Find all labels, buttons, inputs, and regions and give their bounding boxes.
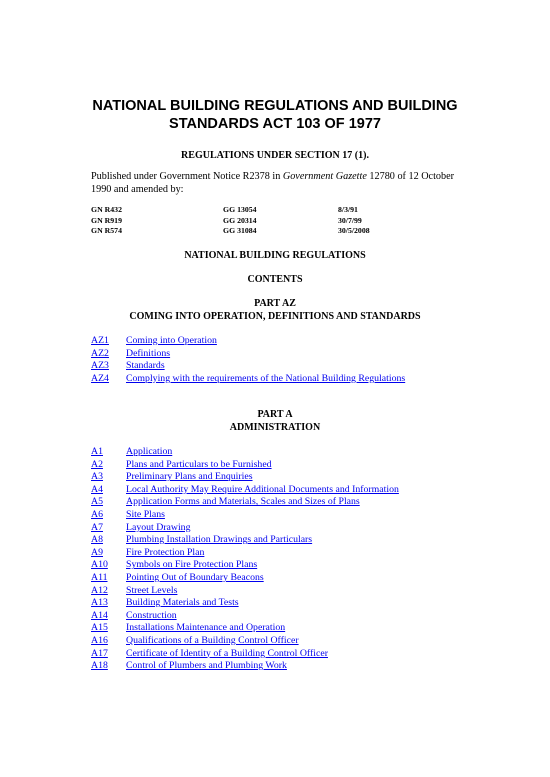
toc-item	[91, 559, 399, 572]
toc-code-link[interactable]: AZ2	[91, 347, 109, 359]
title-line-1: NATIONAL BUILDING REGULATIONS AND BUILDING	[92, 98, 458, 114]
amendment-date: 30/5/2008	[338, 226, 370, 235]
toc-item	[91, 471, 399, 484]
toc-title-link[interactable]: Fire Protection Plan	[126, 546, 205, 558]
amendment-row	[91, 205, 418, 216]
toc-code-link[interactable]: A15	[91, 622, 108, 634]
amendment-row	[91, 216, 418, 227]
amendment-gn: GN R574	[91, 226, 122, 235]
toc-code-link[interactable]: A1	[91, 446, 103, 457]
toc-item	[91, 509, 399, 522]
toc-item	[91, 496, 399, 509]
toc-title-link[interactable]: Coming into Operation	[126, 335, 217, 346]
toc-code-link[interactable]: A16	[91, 634, 108, 646]
toc-code-link[interactable]: A7	[91, 521, 103, 533]
toc-title-link[interactable]: Street Levels	[126, 584, 178, 596]
toc-item	[91, 648, 399, 661]
toc-item	[91, 547, 399, 560]
toc-title-link[interactable]: Certificate of Identity of a Building Control Officer	[126, 647, 328, 659]
toc-item	[91, 335, 405, 348]
regulations-heading: NATIONAL BUILDING REGULATIONS	[184, 250, 366, 261]
toc-code-link[interactable]: AZ3	[91, 360, 109, 372]
toc-item	[91, 660, 399, 673]
toc-code-link[interactable]: A12	[91, 584, 108, 596]
amendment-row	[91, 226, 418, 237]
toc-item	[91, 522, 399, 535]
part-az-title: COMING INTO OPERATION, DEFINITIONS AND STANDARDS	[129, 311, 421, 322]
toc-item	[91, 610, 399, 623]
toc-item	[91, 622, 399, 635]
toc-title-link[interactable]: Site Plans	[126, 508, 165, 520]
toc-title-link[interactable]: Building Materials and Tests	[126, 597, 239, 609]
part-az-label: PART AZ	[254, 298, 296, 309]
toc-item	[91, 459, 399, 472]
toc-title-link[interactable]: Installations Maintenance and Operation	[126, 622, 286, 634]
toc-code-link[interactable]: A14	[91, 609, 108, 621]
toc-code-link[interactable]: A6	[91, 508, 103, 520]
toc-code-link[interactable]: A11	[91, 571, 108, 583]
toc-code-link[interactable]: AZ1	[91, 335, 109, 346]
publication-note-post: 12780 of 12 October 1990 and amended by:	[91, 171, 455, 195]
amendment-gn: GN R432	[91, 205, 122, 214]
amendment-gn: GN R919	[91, 215, 122, 225]
toc-title-link[interactable]: Symbols on Fire Protection Plans	[126, 559, 258, 571]
publication-note-gazette: Government Gazette	[282, 171, 367, 182]
publication-note-pre: Published under Government Notice R2378 in	[91, 171, 283, 182]
toc-code-link[interactable]: A4	[91, 483, 103, 495]
toc-item	[91, 348, 405, 361]
contents-heading: CONTENTS	[247, 274, 303, 285]
title-line-2: STANDARDS ACT 103 OF 1977	[169, 116, 381, 132]
toc-item	[91, 360, 405, 373]
toc-title-link[interactable]: Local Authority May Require Additional Documents and Information	[126, 483, 399, 495]
toc-title-link[interactable]: Layout Drawing	[126, 521, 191, 533]
amendment-gg: GG 13054	[223, 205, 257, 214]
toc-item	[91, 446, 399, 459]
toc-title-link[interactable]: Application	[126, 446, 173, 457]
part-a-title: ADMINISTRATION	[229, 422, 321, 433]
part-a-toc	[91, 446, 399, 673]
toc-title-link[interactable]: Application Forms and Materials, Scales and Sizes of Plans	[126, 496, 360, 508]
toc-title-link[interactable]: Preliminary Plans and Enquiries	[126, 471, 253, 483]
amendment-date: 30/7/99	[338, 215, 362, 225]
toc-item	[91, 484, 399, 497]
toc-title-link[interactable]: Pointing Out of Boundary Beacons	[126, 571, 264, 583]
toc-title-link[interactable]: Definitions	[126, 347, 171, 359]
toc-code-link[interactable]: A13	[91, 597, 108, 609]
toc-title-link[interactable]: Complying with the requirements of the National Building Regulations	[126, 372, 406, 384]
toc-item	[91, 572, 399, 585]
toc-item	[91, 534, 399, 547]
toc-code-link[interactable]: A8	[91, 534, 103, 546]
toc-title-link[interactable]: Control of Plumbers and Plumbing Work	[126, 660, 287, 672]
toc-item	[91, 585, 399, 598]
toc-code-link[interactable]: A5	[91, 496, 103, 508]
toc-title-link[interactable]: Plumbing Installation Drawings and Particulars	[126, 534, 313, 546]
toc-item	[91, 635, 399, 648]
toc-code-link[interactable]: A18	[91, 660, 108, 672]
document-title	[60, 97, 490, 133]
part-a-label: PART A	[257, 409, 293, 420]
document-subtitle: REGULATIONS UNDER SECTION 17 (1).	[181, 150, 369, 161]
amendment-date: 8/3/91	[338, 205, 358, 214]
amendments-table	[91, 205, 418, 237]
toc-code-link[interactable]: A10	[91, 559, 108, 571]
toc-code-link[interactable]: A3	[91, 471, 103, 483]
toc-title-link[interactable]: Standards	[126, 360, 165, 372]
toc-item	[91, 597, 399, 610]
toc-code-link[interactable]: A9	[91, 546, 103, 558]
part-az-toc	[91, 335, 405, 385]
toc-title-link[interactable]: Plans and Particulars to be Furnished	[126, 458, 272, 470]
amendment-gg: GG 31084	[223, 226, 257, 235]
amendment-gg: GG 20314	[223, 215, 257, 225]
toc-item	[91, 373, 405, 386]
toc-code-link[interactable]: A17	[91, 647, 108, 659]
toc-code-link[interactable]: AZ4	[91, 372, 109, 384]
toc-title-link[interactable]: Qualifications of a Building Control Officer	[126, 634, 299, 646]
toc-code-link[interactable]: A2	[91, 458, 103, 470]
toc-title-link[interactable]: Construction	[126, 609, 177, 621]
publication-note	[91, 170, 471, 196]
